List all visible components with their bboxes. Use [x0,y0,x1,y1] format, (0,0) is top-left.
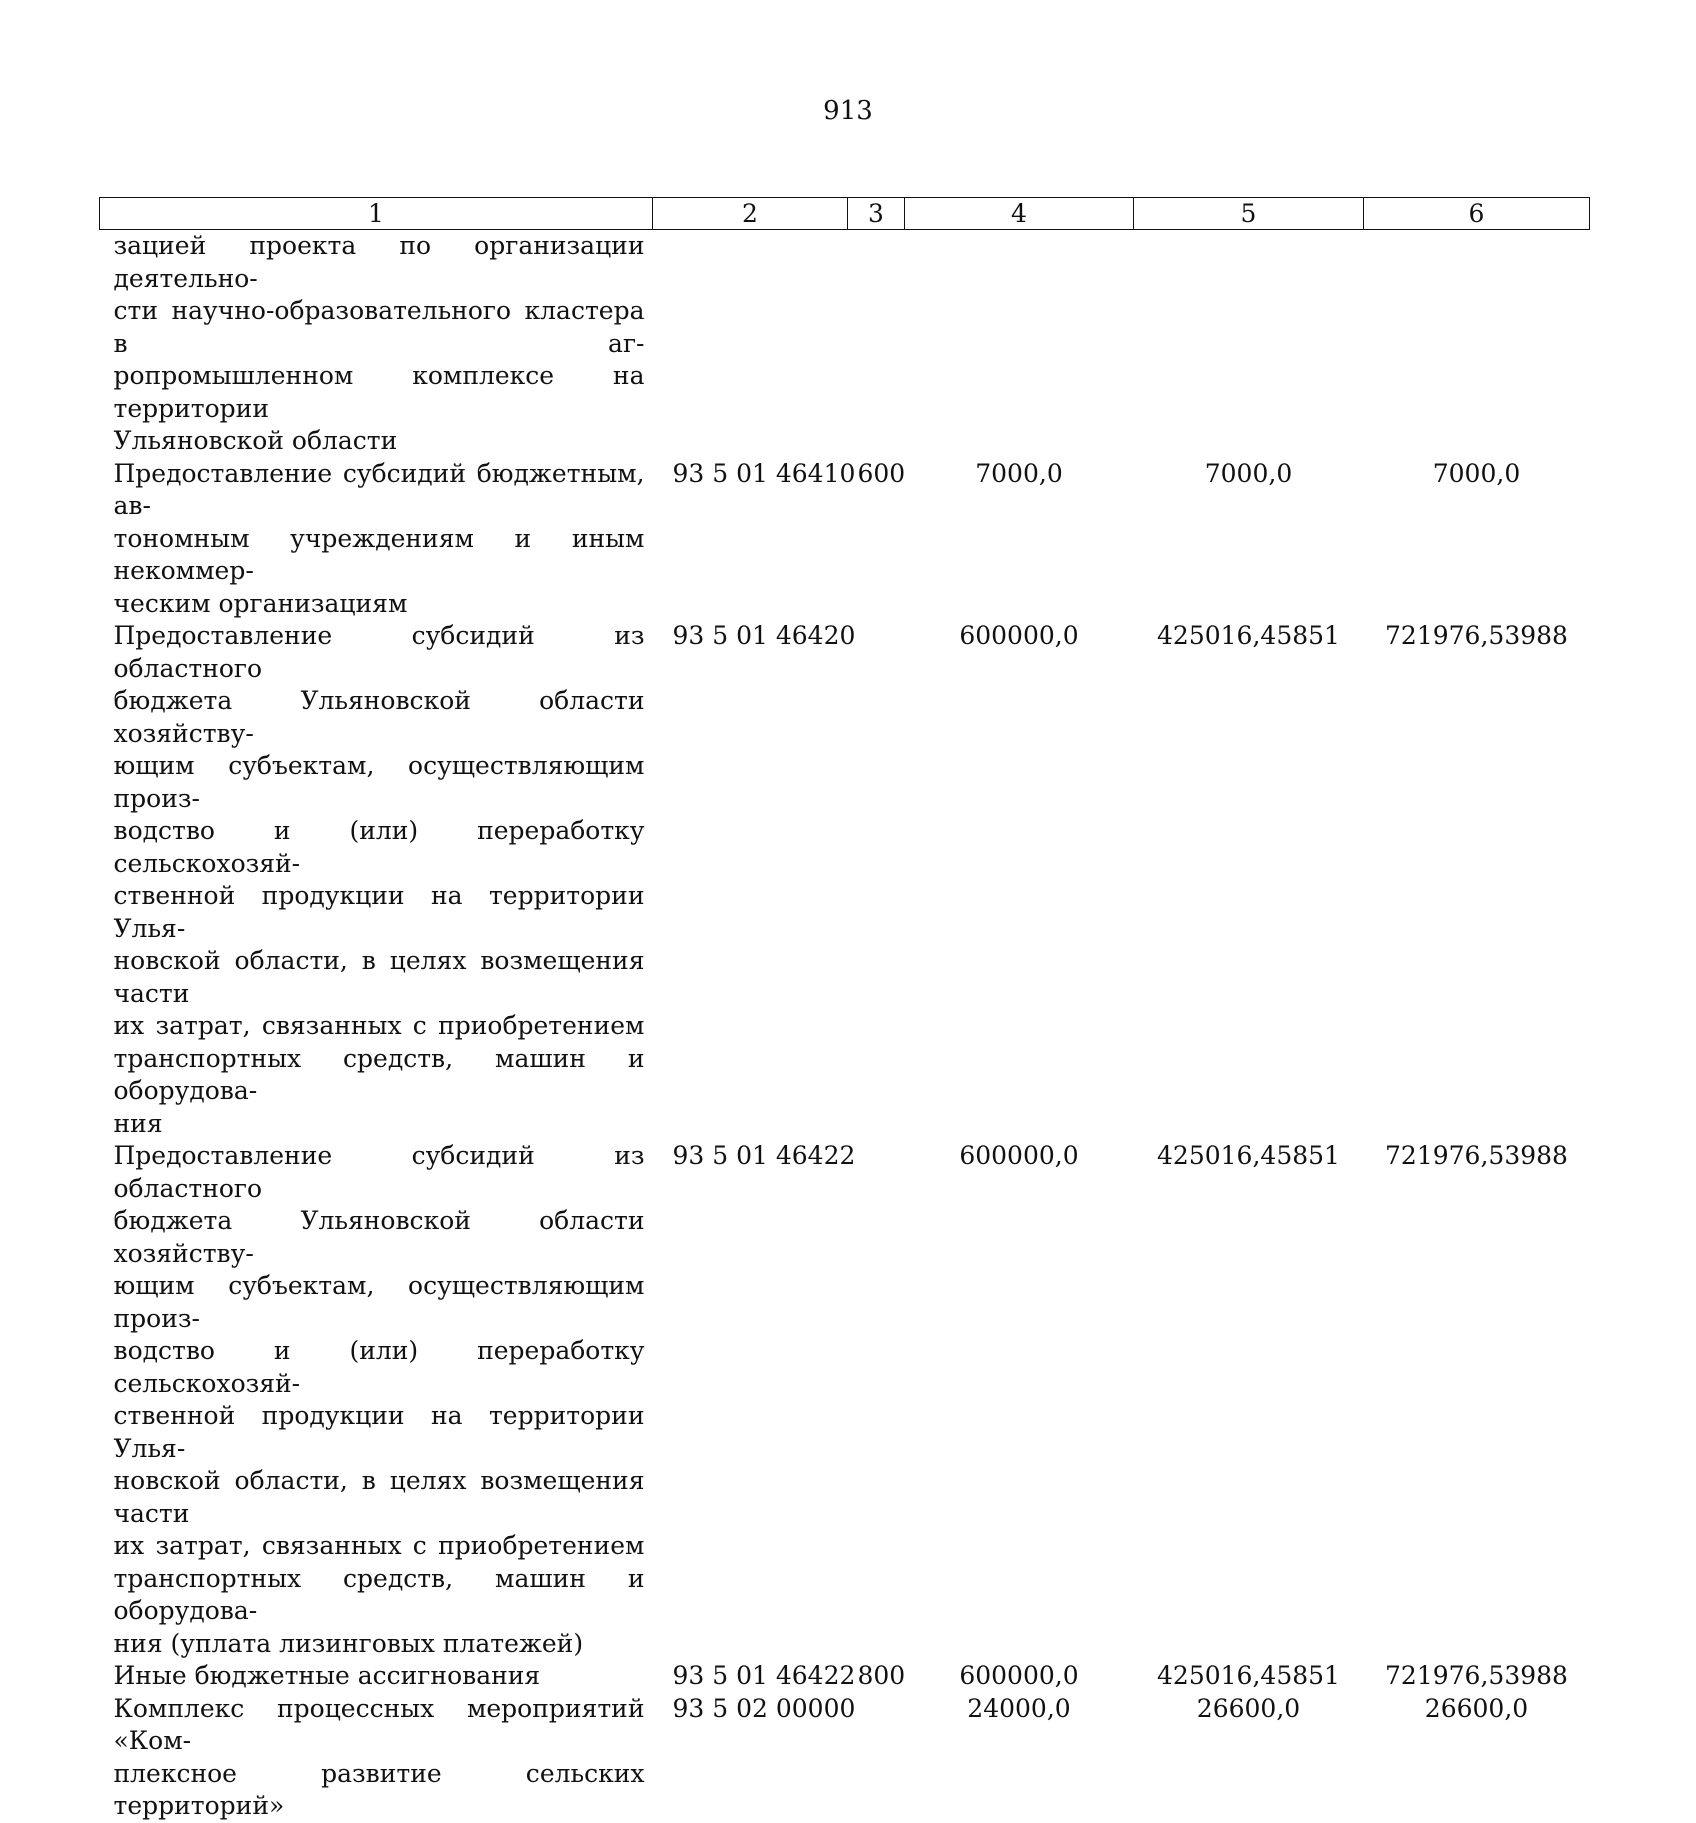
row-description [100,1660,653,1693]
row-value-col-4: 24000,0 [967,1693,1071,1723]
row-expense-type: 800 [857,1661,906,1690]
row-code: 93 5 01 46422 [672,1141,856,1170]
description-line: Предоставление субсидий бюджетным, ав- [113,458,645,520]
header-col-4: 4 [905,198,1134,230]
row-value-col-4: 600000,0 [959,1661,1079,1690]
description-line: бюджета Ульяновской области хозяйству- [113,686,645,748]
description-line: тономным учреждениям и иным некоммер- [113,523,645,585]
row-value-col-6 [1364,230,1590,458]
row-expense-type [848,230,905,458]
description-line: Комплекс процессных мероприятий «Ком- [113,1693,645,1755]
row-value-col-6: 721976,53988 [1385,1141,1568,1170]
header-col-5: 5 [1134,198,1364,230]
table-row [100,230,1590,458]
description-line: бюджета Ульяновской области хозяйству- [113,1206,645,1268]
row-value-col-4: 7000,0 [975,458,1063,488]
row-expense-type [848,620,905,1140]
row-description [100,458,653,621]
description-line: Иные бюджетные ассигнования [113,1661,541,1690]
description-line: новской области, в целях возмещения части [113,946,645,1008]
row-value-col-6: 7000,0 [1432,458,1521,488]
description-line: ческим организациям [113,588,408,618]
row-value-col-5 [1134,230,1364,458]
row-value-col-5: 425016,45851 [1157,621,1340,650]
row-code [653,230,848,458]
row-value-col-5: 425016,45851 [1157,1661,1340,1690]
description-line: Ульяновской области [113,426,398,455]
row-description [100,1140,653,1660]
header-row [100,198,1590,230]
description-line: Предоставление субсидий из областного [113,1141,645,1203]
description-line: водство и (или) переработку сельскохозяй- [113,1336,645,1398]
row-value-col-6: 721976,53988 [1385,621,1568,650]
description-line: ния (уплата лизинговых платежей) [113,1628,584,1658]
row-value-col-6: 721976,53988 [1385,1661,1568,1690]
description-line: сти научно-образовательного кластера в аг- [113,296,645,358]
description-line: ственной продукции на территории Улья- [113,1401,645,1463]
table-header [100,198,1590,230]
table-row [100,1140,1590,1660]
row-value-col-4: 600000,0 [959,621,1079,650]
table-row [100,620,1590,1140]
description-line: ственной продукции на территории Улья- [113,881,645,943]
table-body [100,230,1590,1823]
page-number: 913 [823,96,873,126]
description-line: их затрат, связанных с приобретением [113,1011,645,1040]
description-line: ющим субъектам, осуществляющим произ- [113,1271,645,1333]
description-line: ния [113,1108,163,1138]
description-line: зацией проекта по организации деятельно- [113,231,645,293]
header-col-1: 1 [100,198,653,230]
row-description [100,1693,653,1823]
row-expense-type: 600 [857,458,906,488]
row-expense-type [848,1140,905,1660]
row-code: 93 5 01 46420 [672,621,856,650]
header-col-3: 3 [848,198,905,230]
row-code: 93 5 01 46422 [672,1661,856,1690]
description-line: ропромышленном комплексе на территории [113,361,645,423]
budget-table [99,197,1590,1823]
row-code: 93 5 01 46410 [672,458,856,488]
description-line: плексное развитие сельских территорий» [113,1758,645,1820]
row-value-col-4: 600000,0 [959,1141,1079,1170]
row-value-col-6: 26600,0 [1424,1693,1529,1723]
description-line: Предоставление субсидий из областного [113,621,645,683]
row-value-col-4 [905,230,1134,458]
row-description [100,230,653,458]
description-line: транспортных средств, машин и оборудова- [113,1563,645,1625]
description-line: транспортных средств, машин и оборудова- [113,1043,645,1105]
row-value-col-5: 425016,45851 [1157,1141,1340,1170]
row-description [100,620,653,1140]
row-value-col-5: 7000,0 [1204,458,1293,488]
description-line: ющим субъектам, осуществляющим произ- [113,751,645,813]
description-line: новской области, в целях возмещения части [113,1466,645,1528]
header-col-6: 6 [1364,198,1590,230]
row-code: 93 5 02 00000 [672,1693,856,1723]
row-expense-type [848,1693,905,1823]
table-row [100,1693,1590,1823]
table-row [100,458,1590,621]
description-line: водство и (или) переработку сельскохозяй- [113,816,645,878]
header-col-2: 2 [653,198,848,230]
description-line: их затрат, связанных с приобретением [113,1531,645,1560]
table-row [100,1660,1590,1693]
row-value-col-5: 26600,0 [1196,1693,1301,1723]
